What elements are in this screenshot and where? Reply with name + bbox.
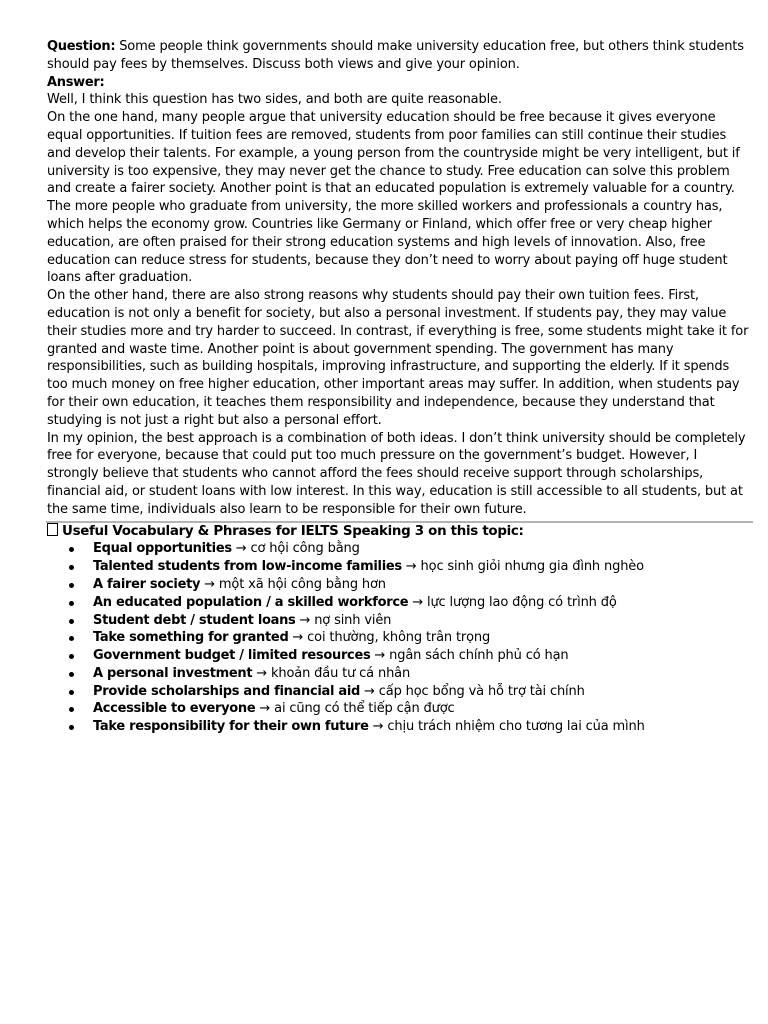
- bullet-icon: [69, 619, 74, 624]
- vocabulary-meaning: ai cũng có thể tiếp cận được: [274, 701, 455, 717]
- bullet-icon: [69, 725, 74, 730]
- vocabulary-item: [47, 594, 751, 612]
- answer-paragraph-opinion: In my opinion, the best approach is a combination of both ideas. I don’t think university should be completely free for everyone, because that could put too much pressure on the government’s budget. However, I strongly believe that students who cannot afford the fees should receive support through scholarships, financial aid, or student loans with low interest. In this way, education is still accessible to all students, but at the same time, individuals also learn to be responsible for their own future.: [47, 430, 746, 517]
- vocabulary-term: Government budget / limited resources: [93, 648, 371, 664]
- bullet-icon: [69, 672, 74, 677]
- vocabulary-meaning: lực lượng lao động có trình độ: [426, 594, 617, 610]
- bullet-icon: [69, 601, 74, 606]
- bullet-icon: [69, 707, 74, 712]
- vocabulary-heading: [47, 523, 751, 541]
- vocabulary-meaning: một xã hội công bằng hơn: [218, 576, 386, 592]
- question-label: Question:: [47, 39, 116, 54]
- vocabulary-item: [47, 718, 751, 736]
- vocabulary-item: [47, 576, 751, 594]
- vocabulary-item: [47, 665, 751, 683]
- vocabulary-meaning: ngân sách chính phủ có hạn: [389, 648, 569, 664]
- vocabulary-term: A fairer society: [93, 576, 201, 592]
- vocabulary-term: An educated population / a skilled workforce: [93, 594, 409, 610]
- vocabulary-meaning: cấp học bổng và hỗ trợ tài chính: [378, 683, 585, 699]
- document-content: [47, 38, 751, 736]
- vocabulary-term: Talented students from low-income families: [93, 559, 402, 575]
- arrow-separator: →: [252, 665, 272, 681]
- answer-label: Answer:: [47, 74, 105, 90]
- question-text: Some people think governments should make university education free, but others think students should pay fees by themselves. Discuss both views and give your opinion.: [47, 39, 744, 72]
- vocabulary-term: Provide scholarships and financial aid: [93, 683, 361, 699]
- answer-paragraph-intro: Well, I think this question has two sides, and both are quite reasonable.: [47, 92, 502, 108]
- vocabulary-term: Take responsibility for their own future: [93, 719, 369, 735]
- vocabulary-item: [47, 683, 751, 701]
- arrow-separator: →: [370, 648, 390, 664]
- answer-paragraph-one-hand: On the one hand, many people argue that university education should be free because it gives everyone equal opportunities. If tuition fees are removed, students from poor families can still continue their studies and develop their talents. For example, a young person from the countryside might be very intelligent, but if university is too expensive, they may never get the chance to study. Free education can solve this problem and create a fairer society. Another point is that an educated population is extremely valuable for a country. The more people who graduate from university, the more skilled workers and professionals a country has, which helps the economy grow. Countries like Germany or Finland, which offer free or very cheap higher education, are often praised for their strong education systems and high levels of innovation. Also, free education can reduce stress for students, because they don’t need to worry about paying off huge student loans after graduation.: [47, 110, 740, 286]
- bullet-icon: [69, 636, 74, 641]
- vocabulary-item: [47, 540, 751, 558]
- vocabulary-item: [47, 629, 751, 647]
- vocabulary-meaning: chịu trách nhiệm cho tương lai của mình: [387, 719, 645, 735]
- vocabulary-item: [47, 612, 751, 630]
- answer-paragraph-other-hand: On the other hand, there are also strong reasons why students should pay their own tuition fees. First, education is not only a benefit for society, but also a personal investment. If students pay, they may value their studies more and try harder to succeed. In contrast, if everything is free, some students might take it for granted and waste time. Another point is about government spending. The government has many responsibilities, such as building hospitals, improving infrastructure, and supporting the elderly. If it spends too much money on free higher education, other important areas may suffer. In addition, when students pay for their own education, it teaches them responsibility and independence, because they understand that studying is not just a right but also a personal effort.: [47, 288, 749, 428]
- vocabulary-item: [47, 700, 751, 718]
- arrow-separator: →: [288, 630, 308, 646]
- bullet-icon: [69, 690, 74, 695]
- bullet-icon: [69, 565, 74, 570]
- bullet-icon: [69, 547, 74, 552]
- arrow-separator: →: [408, 594, 427, 610]
- arrow-separator: →: [295, 612, 315, 628]
- vocabulary-meaning: học sinh giỏi nhưng gia đình nghèo: [420, 559, 644, 575]
- vocabulary-term: Accessible to everyone: [93, 701, 256, 717]
- bullet-icon: [69, 583, 74, 588]
- vocabulary-item: [47, 647, 751, 665]
- vocabulary-heading-text: Useful Vocabulary & Phrases for IELTS Speaking 3 on this topic:: [62, 523, 524, 539]
- question-paragraph: [47, 38, 751, 74]
- arrow-separator: →: [200, 576, 219, 592]
- arrow-separator: →: [360, 683, 379, 699]
- bullet-icon: [69, 654, 74, 659]
- vocabulary-meaning: nợ sinh viên: [314, 612, 392, 628]
- vocabulary-meaning: cơ hội công bằng: [250, 541, 360, 557]
- vocabulary-meaning: coi thường, không trân trọng: [307, 630, 491, 646]
- vocabulary-term: A personal investment: [93, 665, 253, 681]
- vocabulary-term: Student debt / student loans: [93, 612, 296, 628]
- vocabulary-term: Equal opportunities: [93, 541, 232, 557]
- vocabulary-list: [47, 540, 751, 736]
- vocabulary-term: Take something for granted: [93, 630, 289, 646]
- arrow-separator: →: [255, 701, 275, 717]
- vocabulary-item: [47, 558, 751, 576]
- arrow-separator: →: [231, 541, 251, 557]
- vocabulary-meaning: khoản đầu tư cá nhân: [271, 665, 411, 681]
- arrow-separator: →: [368, 719, 388, 735]
- arrow-separator: →: [401, 559, 421, 575]
- missing-glyph-icon: [47, 523, 58, 536]
